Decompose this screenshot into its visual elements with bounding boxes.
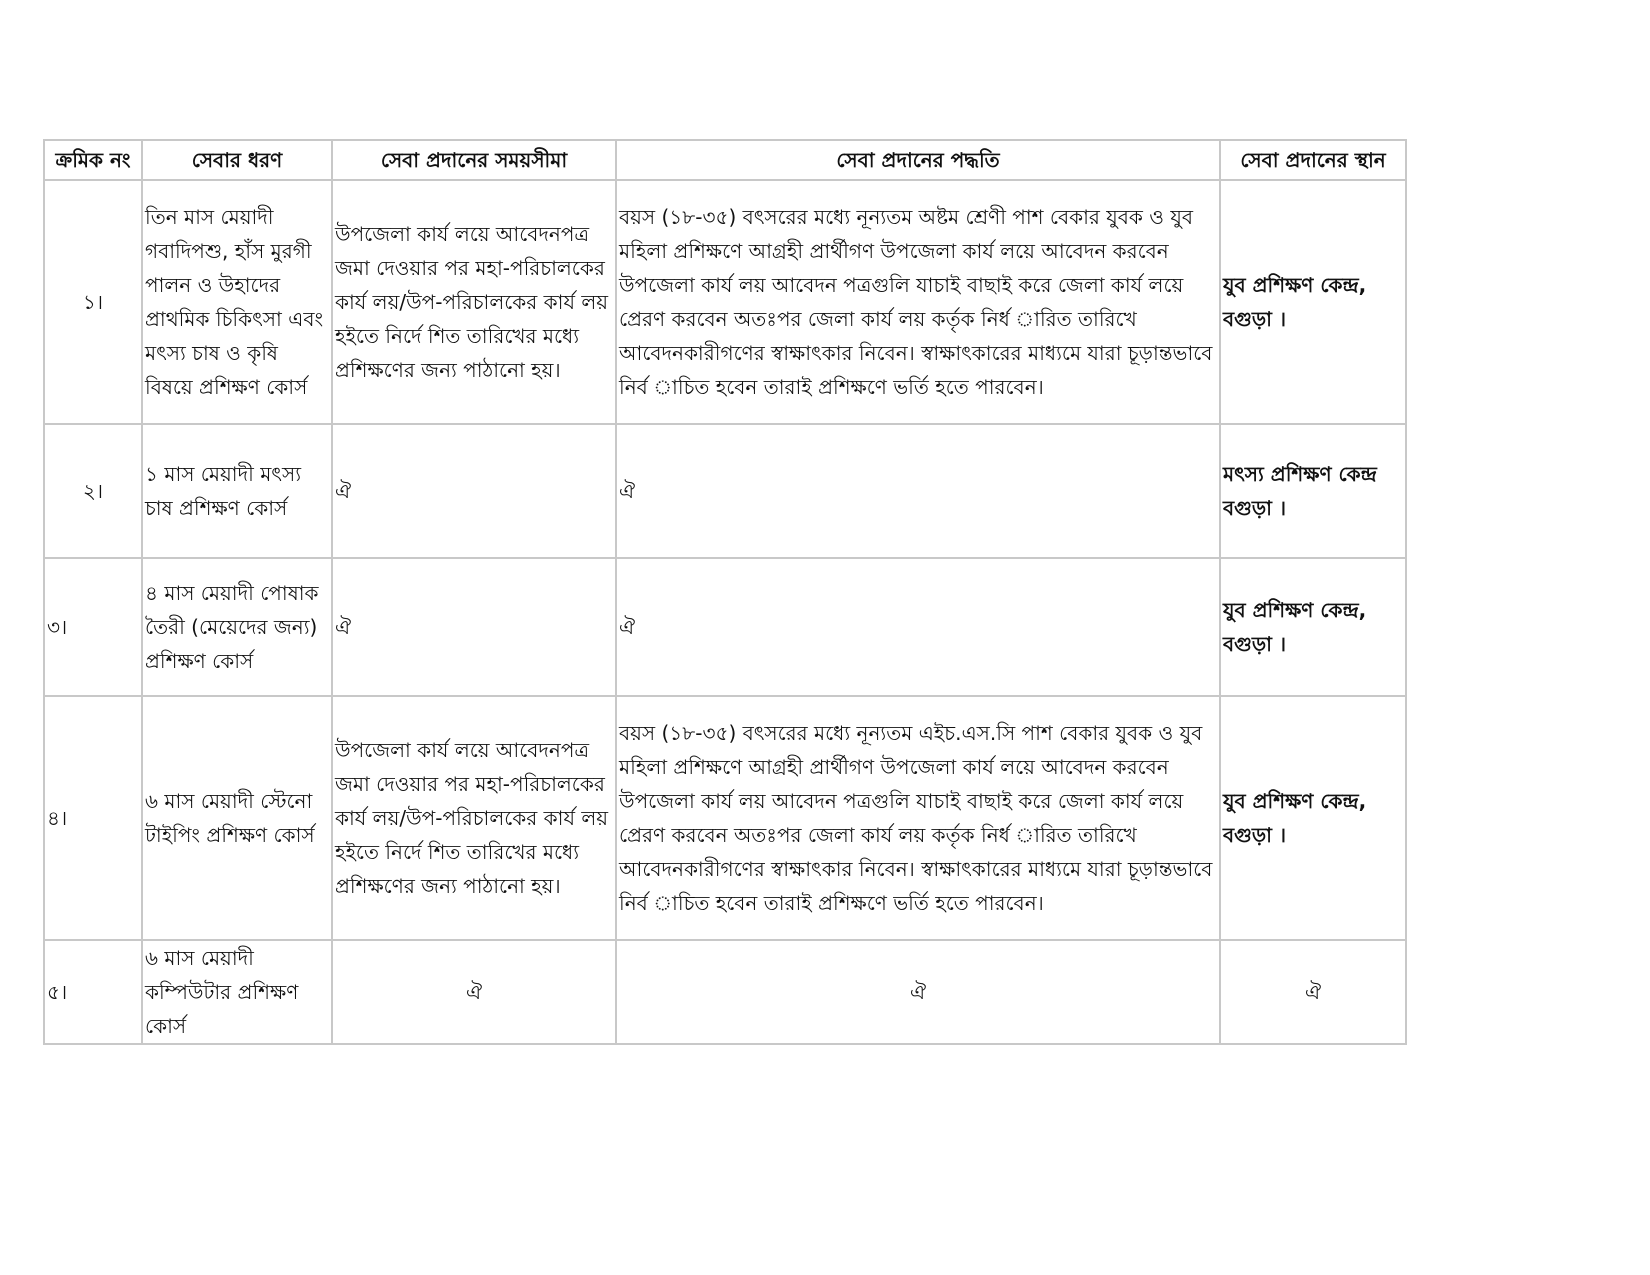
cell-method: ঐ bbox=[616, 558, 1220, 696]
cell-serial: ২। bbox=[44, 424, 142, 558]
cell-serial: ৫। bbox=[44, 940, 142, 1044]
cell-method: বয়স (১৮-৩৫) বৎসরের মধ্যে নূন্যতম এইচ.এস.সি পাশ বেকার যুবক ও যুব মহিলা প্রশিক্ষণে আগ্রহী প্রার্থীগণ উপজেলা কার্য লয়ে আবেদন করবেন উপজেলা কার্য লয় আবেদন পত্রগুলি যাচাই বাছাই করে জেলা কার্য লয়ে প্রেরণ করবেন অতঃপর জেলা কার্য লয় কর্তৃক নির্ধ ারিত তারিখে আবেদনকারীগণের স্বাক্ষাৎকার নিবেন। স্বাক্ষাৎকারের মাধ্যমে যারা চূড়ান্তভাবে নির্ব াচিত হবেন তারাই প্রশিক্ষণে ভর্তি হতে পারবেন। bbox=[616, 696, 1220, 940]
cell-location: যুব প্রশিক্ষণ কেন্দ্র, বগুড়া । bbox=[1220, 558, 1406, 696]
header-time-limit: সেবা প্রদানের সময়সীমা bbox=[332, 140, 616, 180]
cell-serial: ১। bbox=[44, 180, 142, 424]
cell-time-limit: ঐ bbox=[332, 940, 616, 1044]
cell-service-type: ৪ মাস মেয়াদী পোষাক তৈরী (মেয়েদের জন্য) প্রশিক্ষণ কোর্স bbox=[142, 558, 332, 696]
cell-method: বয়স (১৮-৩৫) বৎসরের মধ্যে নূন্যতম অষ্টম শ্রেণী পাশ বেকার যুবক ও যুব মহিলা প্রশিক্ষণে আগ্রহী প্রার্থীগণ উপজেলা কার্য লয়ে আবেদন করবেন উপজেলা কার্য লয় আবেদন পত্রগুলি যাচাই বাছাই করে জেলা কার্য লয়ে প্রেরণ করবেন অতঃপর জেলা কার্য লয় কর্তৃক নির্ধ ারিত তারিখে আবেদনকারীগণের স্বাক্ষাৎকার নিবেন। স্বাক্ষাৎকারের মাধ্যমে যারা চূড়ান্তভাবে নির্ব াচিত হবেন তারাই প্রশিক্ষণে ভর্তি হতে পারবেন। bbox=[616, 180, 1220, 424]
cell-service-type: ৬ মাস মেয়াদী স্টেনো টাইপিং প্রশিক্ষণ কোর্স bbox=[142, 696, 332, 940]
cell-service-type: ৬ মাস মেয়াদী কম্পিউটার প্রশিক্ষণ কোর্স bbox=[142, 940, 332, 1044]
cell-service-type: ১ মাস মেয়াদী মৎস্য চাষ প্রশিক্ষণ কোর্স bbox=[142, 424, 332, 558]
cell-time-limit: ঐ bbox=[332, 424, 616, 558]
table-row bbox=[44, 940, 1406, 1044]
header-method: সেবা প্রদানের পদ্ধতি bbox=[616, 140, 1220, 180]
cell-location: মৎস্য প্রশিক্ষণ কেন্দ্র বগুড়া । bbox=[1220, 424, 1406, 558]
cell-method: ঐ bbox=[616, 940, 1220, 1044]
cell-service-type: তিন মাস মেয়াদী গবাদিপশু, হাঁস মুরগী পালন ও উহাদের প্রাথমিক চিকিৎসা এবং মৎস্য চাষ ও কৃষি বিষয়ে প্রশিক্ষণ কোর্স bbox=[142, 180, 332, 424]
service-table bbox=[43, 139, 1407, 1045]
header-serial: ক্রমিক নং bbox=[44, 140, 142, 180]
table-row bbox=[44, 696, 1406, 940]
table-row bbox=[44, 424, 1406, 558]
header-service-type: সেবার ধরণ bbox=[142, 140, 332, 180]
cell-serial: ৩। bbox=[44, 558, 142, 696]
table-row bbox=[44, 180, 1406, 424]
cell-method: ঐ bbox=[616, 424, 1220, 558]
cell-location: যুব প্রশিক্ষণ কেন্দ্র, বগুড়া । bbox=[1220, 180, 1406, 424]
table-header-row bbox=[44, 140, 1406, 180]
cell-time-limit: উপজেলা কার্য লয়ে আবেদনপত্র জমা দেওয়ার পর মহা-পরিচালকের কার্য লয়/উপ-পরিচালকের কার্য লয় হইতে নির্দে শিত তারিখের মধ্যে প্রশিক্ষণের জন্য পাঠানো হয়। bbox=[332, 696, 616, 940]
header-location: সেবা প্রদানের স্থান bbox=[1220, 140, 1406, 180]
cell-serial: ৪। bbox=[44, 696, 142, 940]
cell-time-limit: উপজেলা কার্য লয়ে আবেদনপত্র জমা দেওয়ার পর মহা-পরিচালকের কার্য লয়/উপ-পরিচালকের কার্য লয় হইতে নির্দে শিত তারিখের মধ্যে প্রশিক্ষণের জন্য পাঠানো হয়। bbox=[332, 180, 616, 424]
table-row bbox=[44, 558, 1406, 696]
cell-location: ঐ bbox=[1220, 940, 1406, 1044]
cell-time-limit: ঐ bbox=[332, 558, 616, 696]
cell-location: যুব প্রশিক্ষণ কেন্দ্র, বগুড়া । bbox=[1220, 696, 1406, 940]
